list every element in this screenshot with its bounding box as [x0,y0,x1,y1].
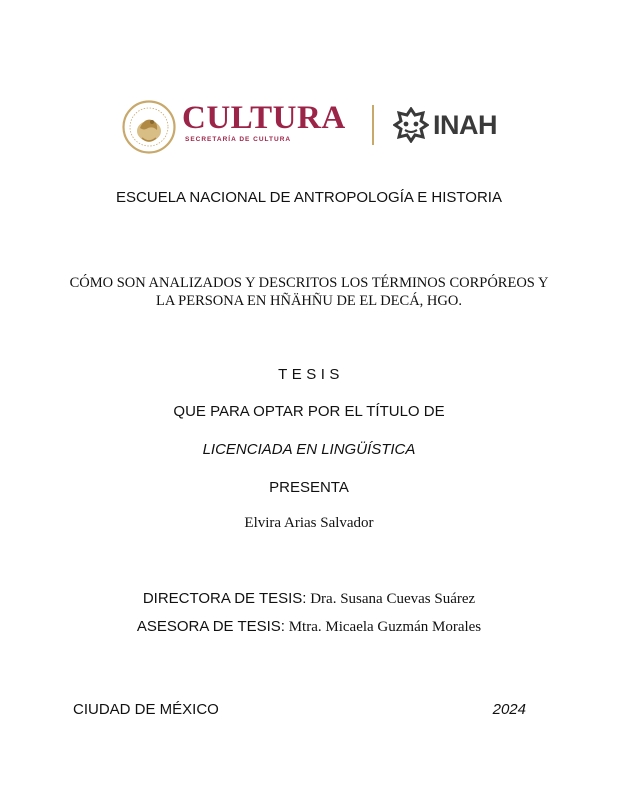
cultura-logo-title: CULTURA [182,100,346,136]
logo-divider [372,105,374,145]
thesis-title: CÓMO SON ANALIZADOS Y DESCRITOS LOS TÉRMINOS CORPÓREOS Y LA PERSONA EN HÑÄHÑU DE EL DECÁ, HGO. [69,275,549,309]
author-name: Elvira Arias Salvador [244,515,374,531]
asesora-line [0,618,618,636]
school-name: ESCUELA NACIONAL DE ANTROPOLOGÍA E HISTORIA [116,189,502,206]
header-logos [120,98,520,156]
tesis-heading: TESIS [278,366,344,383]
presenta-label: PRESENTA [269,479,349,496]
directora-name: Dra. Susana Cuevas Suárez [310,591,476,607]
asesora-label: ASESORA DE TESIS: [136,618,285,635]
year: 2024 [492,701,526,718]
degree-intro: QUE PARA OPTAR POR EL TÍTULO DE [173,403,445,420]
city: CIUDAD DE MÉXICO [73,701,219,718]
coat-of-arms-seal-icon [122,100,176,154]
inah-logo-text: INAH [433,110,497,140]
directora-label: DIRECTORA DE TESIS: [142,590,307,607]
inah-emblem-icon [393,107,429,143]
degree-name: LICENCIADA EN LINGÜÍSTICA [202,441,416,458]
directora-line [0,590,618,608]
cultura-logo-subtitle: SECRETARÍA DE CULTURA [185,136,292,143]
asesora-name: Mtra. Micaela Guzmán Morales [288,619,482,635]
